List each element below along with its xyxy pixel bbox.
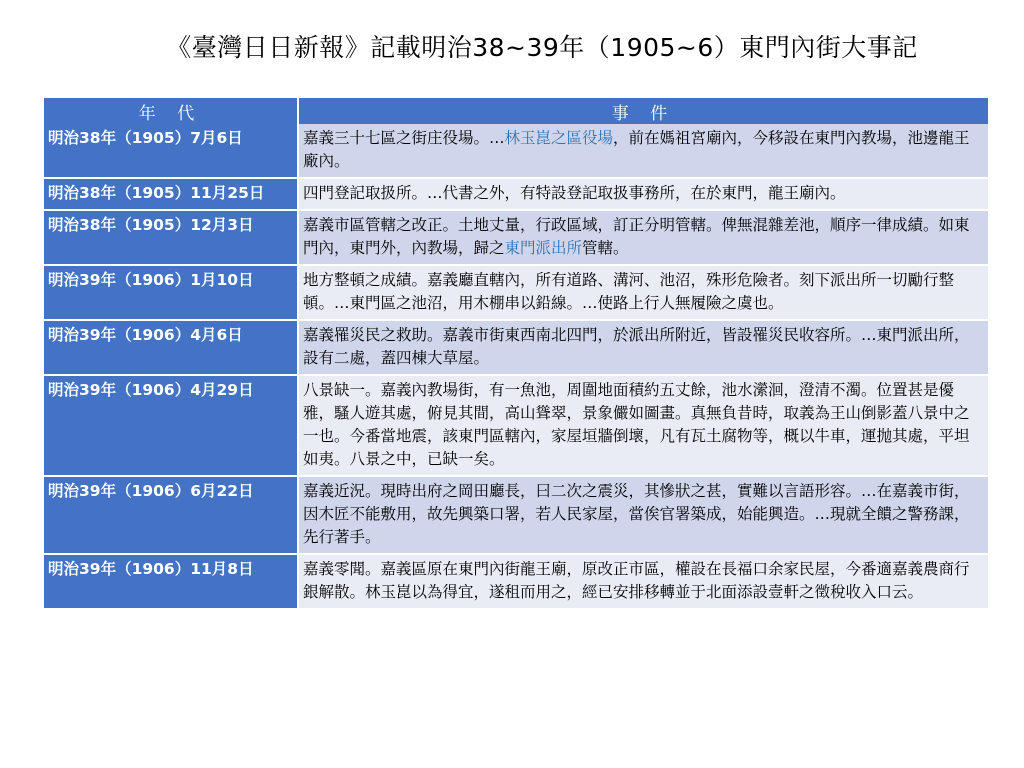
- table-row: [44, 476, 988, 554]
- event-description: [298, 476, 988, 554]
- highlighted-term: 林玉崑之區役場: [504, 129, 614, 147]
- event-date: 明治39年（1906）4月29日: [44, 375, 298, 476]
- table-row: [44, 178, 988, 210]
- event-description: [298, 265, 988, 320]
- event-text: 八景缺一。嘉義內教場街，有一魚池，周圍地面積約五丈餘，池水瀠洄，澄清不濁。位置甚是優雅，騷人遊其處，俯見其間，高山聳翠，景象儼如圖畫。真無負昔時，取義為王山倒影蓋八景中之一也。今番當地震，該東門區轄內，家屋垣牆倒壞，凡有瓦土腐物等，概以牛車，運抛其處，平坦如夷。八景之中，已缺一矣。: [303, 381, 970, 468]
- event-date: 明治39年（1906）11月8日: [44, 554, 298, 609]
- header-era: 年 代: [44, 98, 298, 124]
- event-date: 明治39年（1906）4月6日: [44, 320, 298, 375]
- events-table: [44, 98, 988, 610]
- event-text: 嘉義零聞。嘉義區原在東門內街龍王廟，原改正市區，權設在長福口余家民屋，今番適嘉義農商行銀解散。林玉崑以為得宜，遂租而用之，經已安排移轉並于北面添設壹軒之徵稅收入口云。: [303, 560, 970, 601]
- event-date: 明治39年（1906）1月10日: [44, 265, 298, 320]
- event-description: [298, 554, 988, 609]
- event-description: [298, 124, 988, 178]
- event-text: 嘉義近況。現時出府之岡田廳長，曰二次之震災，其慘狀之甚，實難以言語形容。…在嘉義市街，因木匠不能敷用，故先興築口署，若人民家屋，當俟官署築成，始能興造。…現就全饋之警務課，先行著手。: [303, 482, 970, 546]
- event-date: 明治39年（1906）6月22日: [44, 476, 298, 554]
- event-text: 嘉義市區管轄之改正。土地丈量，行政區域，訂正分明管轄。俾無混雜差池，順序一律成績。如東門內，東門外，內教場，歸之: [303, 216, 970, 257]
- event-description: [298, 375, 988, 476]
- event-date: 明治38年（1905）7月6日: [44, 124, 298, 178]
- event-text: 嘉義三十七區之街庄役場。…: [303, 129, 505, 147]
- table-header-row: [44, 98, 988, 124]
- table-row: [44, 320, 988, 375]
- event-text: 地方整頓之成績。嘉義廳直轄內，所有道路、溝河、池沼，殊形危險者。刻下派出所一切勵行整頓。…東門區之池沼，用木棚串以鉛線。…使路上行人無履險之虞也。: [303, 271, 955, 312]
- table-row: [44, 554, 988, 609]
- page-title: 《臺灣日日新報》記載明治38~39年（1905~6）東門內街大事記: [166, 33, 918, 62]
- event-text: ，前在媽祖宮廟內，今移設在東門內教場，池邊龍王廠內。: [303, 129, 970, 170]
- highlighted-term: 東門派出所: [504, 239, 583, 257]
- event-date: 明治38年（1905）11月25日: [44, 178, 298, 210]
- event-text: 管轄。: [582, 239, 629, 257]
- event-text: 四門登記取扱所。…代書之外，有特設登記取扱事務所，在於東門，龍王廟內。: [303, 184, 846, 202]
- event-date: 明治38年（1905）12月3日: [44, 210, 298, 265]
- event-text: 嘉義罹災民之救助。嘉義市街東西南北四門，於派出所附近，皆設罹災民收容所。…東門派出所，設有二處，蓋四棟大草屋。: [303, 326, 970, 367]
- event-description: [298, 320, 988, 375]
- event-description: [298, 210, 988, 265]
- table-row: [44, 375, 988, 476]
- header-event: 事 件: [298, 98, 988, 124]
- table-row: [44, 124, 988, 178]
- table-row: [44, 210, 988, 265]
- table-row: [44, 265, 988, 320]
- event-description: [298, 178, 988, 210]
